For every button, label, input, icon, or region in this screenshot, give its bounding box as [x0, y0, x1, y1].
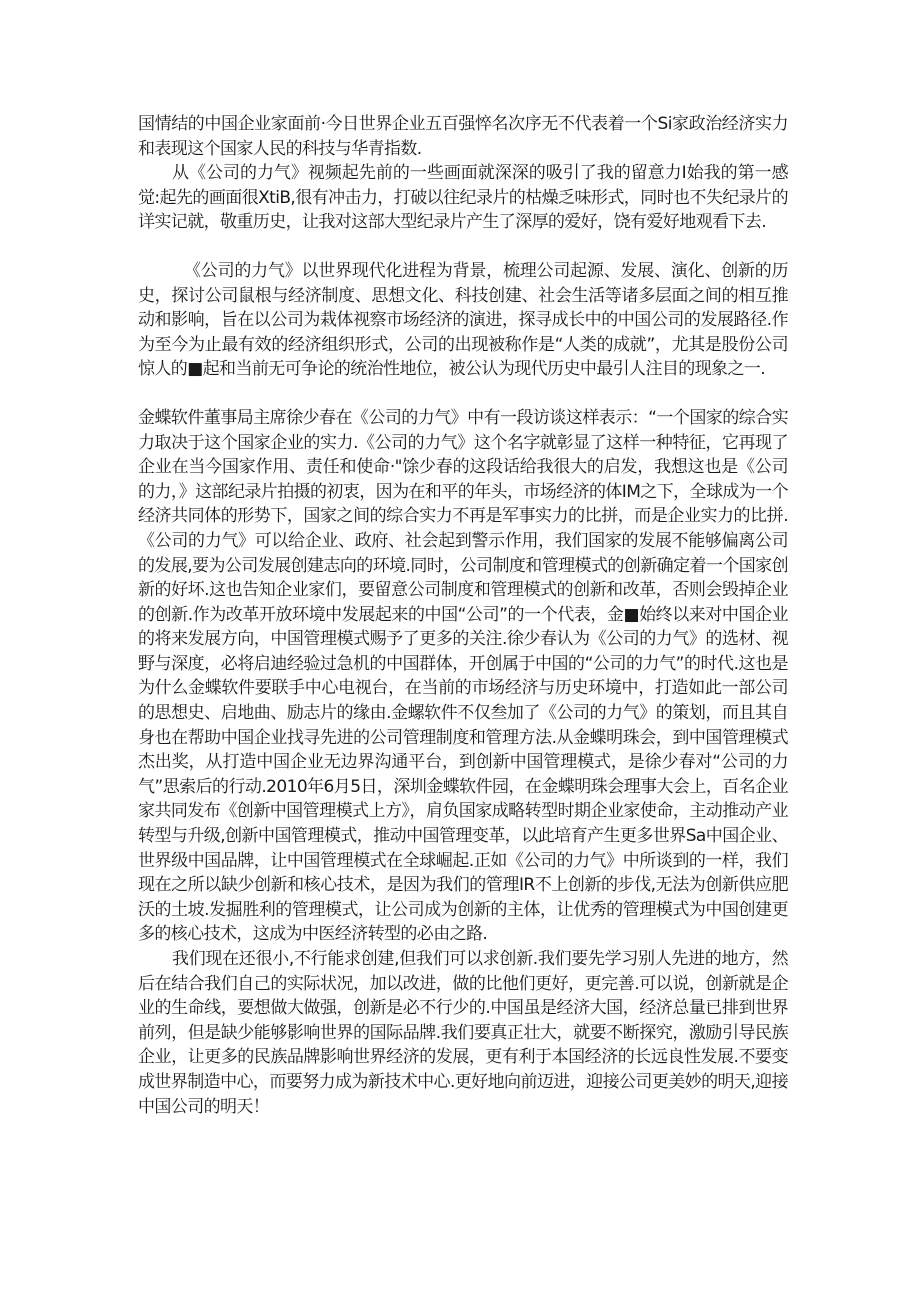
paragraph-conclusion: 我们现在还很小,不行能求创建,但我们可以求创新.我们要先学习别人先进的地方，然后在结合我们自己的实际状况，加以改进，做的比他们更好，更完善.可以说，创新就是企业的生命线，要想做大做强，创新是必不行少的.中国虽是经济大国，经济总量已排到世界前列，但是缺少能够影响世界的国际品牌.我们要真正壮大，就要不断探究，激励引导民族企业，让更多的民族品牌影响世界经济的发展，更有利于本国经济的长远良性发展.不要变成世界制造中心，而要努力成为新技术中心.更好地向前迈进，迎接公司更美妙的明天,迎接中国公司的明天！ [138, 949, 788, 1117]
document-page [138, 112, 788, 1119]
paragraph-documentary-overview: 《公司的力气》以世界现代化进程为背景，梳理公司起源、发展、演化、创新的历史，探讨公司鼠根与经济制度、思想文化、科技创建、社会生活等诸多层面之间的相互推动和影响，旨在以公司为栽体视察市场经济的演进，探寻成长中的中国公司的发展路径.作为至今为止最有效的经济组织形式，公司的出现被称作是“人类的成就”，尤其是股份公司惊人的■起和当前无可争论的统治性地位，被公认为现代历史中最引人注目的现象之一. [138, 260, 788, 380]
paragraph-first-impression: 从《公司的力气》视频起先前的一些画面就深深的吸引了我的留意力I始我的第一感觉:起先的画面很XtiB,很有冲击力，打破以往纪录片的枯燥乏味形式，同时也不失纪录片的详实记就，敬重历史，让我对这部大型纪录片产生了深厚的爱好，饶有爱好地观看下去. [138, 163, 788, 233]
paragraph-intro-continuation: 国情结的中国企业家面前·今日世界企业五百强悴名次序无不代表着一个Si家政治经济实力和表现这个国家人民的科技与华青指数. [138, 114, 788, 159]
paragraph-kingdee-interview: 金蝶软件董事局主席徐少春在《公司的力气》中有一段访谈这样表示：“一个国家的综合实力取决于这个国家企业的实力.《公司的力气》这个名字就彰显了这样一种特征，它再现了企业在当今国家作用、责任和使命·"馀少春的这段话给我很大的启发，我想这也是《公司的力，》这部纪录片拍摄的初衷，因为在和平的年头，市场经济的体IM之下，全球成为一个经济共同体的形势下，国家之间的综合实力不再是军事实力的比拼，而是企业实力的比拼.《公司的力气》可以给企业、政府、社会起到警示作用，我们国家的发展不能够偏离公司的发展,要为公司发展创建志向的环境.同时，公司制度和管理模式的创新确定着一个国家创新的好坏.这也告知企业家们，要留意公司制度和管理模式的创新和改革，否则会毁掉企业的创新.作为改革开放环境中发展起来的中国“公司”的一个代表，金■始终以来对中国企业的将来发展方向，中国管理模式赐予了更多的关注.徐少春认为《公司的力气》的选材、视野与深度，必将启迪经验过急机的中国群体，开创属于中国的“公司的力气”的时代.这也是为什么金蝶软件要联手中心电视台，在当前的市场经济与历史环境中，打造如此一部公司的思想史、启地曲、励志片的缘由.金螺软件不仅叁加了《公司的力气》的策划，而且其自身也在帮助中国企业找寻先进的公司管理制度和管理方法.从金蝶明珠会，到中国管理模式杰出奖，从打造中国企业无边界沟通平台，到创新中国管理模式，是徐少春对“公司的力气”思索后的行动.2010年6月5日，深圳金蝶软件园，在金蝶明珠会理事大会上，百名企业家共同发布《创新中国管理模式上方》，肩负国家成略转型时期企业家使命，主动推动产业转型与升级,创新中国管理模式，推动中国管理变革，以此培育产生更多世界Sa中国企业、世界级中国品牌，让中国管理模式在全球崛起.正如《公司的力气》中所谈到的一样，我们现在之所以缺少创新和核心技术，是因为我们的管理IR不上创新的步伐,无法为创新供应肥沃的土坡.发掘胜利的管理模式，让公司成为创新的主体，让优秀的管理模式为中国创建更多的核心技术，这成为中医经济转型的必由之路. [138, 407, 788, 945]
